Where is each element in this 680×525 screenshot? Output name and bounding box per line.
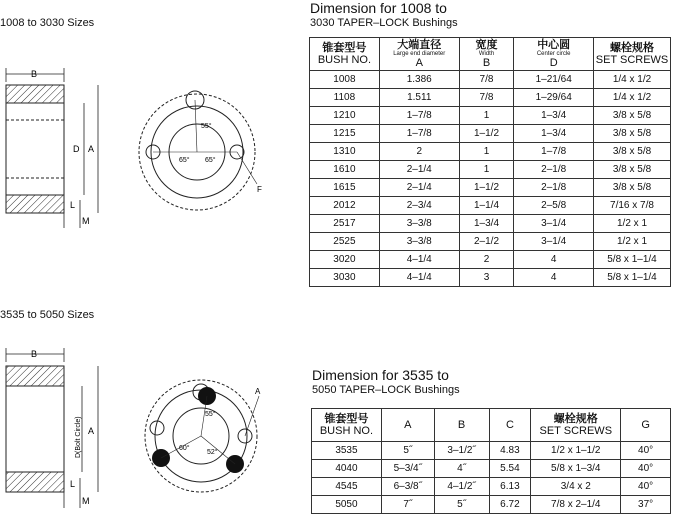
top-dim-l: L (70, 200, 76, 210)
bottom-angle-3: 52° (207, 449, 218, 456)
bottom-angle-1: 55° (205, 411, 216, 418)
table-cell: 5/8 x 1–1/4 (594, 269, 671, 287)
table-cell: 1–3/4 (514, 107, 594, 125)
table-cell: 1310 (310, 143, 380, 161)
header-c: C (489, 409, 531, 442)
table-header-row (310, 38, 671, 71)
bottom-dim-f: A (255, 387, 261, 396)
table-cell: 4–1/4 (379, 269, 459, 287)
table-row (310, 125, 671, 143)
top-dim-f: F (257, 185, 262, 194)
bottom-dimension-table (311, 408, 671, 514)
table-cell: 2517 (310, 215, 380, 233)
table-row (312, 478, 671, 496)
table-row (310, 143, 671, 161)
top-dim-b: B (31, 69, 38, 79)
header-b: B (434, 409, 489, 442)
table-cell: 3030 (310, 269, 380, 287)
table-row (310, 161, 671, 179)
table-row (310, 71, 671, 89)
table-cell: 3/8 x 5/8 (594, 179, 671, 197)
table-cell: 2525 (310, 233, 380, 251)
table-cell: 1.511 (379, 89, 459, 107)
bottom-dim-d: D(Bolt Circle) (75, 416, 82, 458)
table-row (310, 107, 671, 125)
table-row (310, 89, 671, 107)
table-cell: 3 (459, 269, 514, 287)
table-cell: 2–1/4 (379, 179, 459, 197)
top-subtitle: 3030 TAPER–LOCK Bushings (310, 17, 458, 29)
header-bush-no: 锥套型号 BUSH NO. (310, 38, 380, 71)
table-cell: 2–3/4 (379, 197, 459, 215)
header-b: 宽度 Width B (459, 38, 514, 71)
table-cell: 3–1/4 (514, 233, 594, 251)
bottom-dim-m: M (82, 496, 90, 506)
table-cell: 1–1/4 (459, 197, 514, 215)
bottom-dim-b: B (31, 349, 38, 359)
table-cell: 1215 (310, 125, 380, 143)
table-cell: 40° (621, 478, 671, 496)
table-cell: 3–1/4 (514, 215, 594, 233)
table-cell: 6–3/8˝ (381, 478, 434, 496)
table-cell: 4 (514, 251, 594, 269)
table-cell: 7/8 x 2–1/4 (531, 496, 621, 514)
table-cell: 2 (459, 251, 514, 269)
table-cell: 5˝ (434, 496, 489, 514)
table-cell: 2–5/8 (514, 197, 594, 215)
bottom-front-view-drawing (135, 370, 270, 515)
table-cell: 5050 (312, 496, 382, 514)
table-row (310, 215, 671, 233)
table-cell: 5.54 (489, 460, 531, 478)
table-cell: 3/8 x 5/8 (594, 143, 671, 161)
bottom-section-label: 3535 to 5050 Sizes (0, 309, 95, 321)
header-a: A (381, 409, 434, 442)
table-cell: 4–1/4 (379, 251, 459, 269)
top-dimension-table (309, 37, 671, 287)
header-d: 中心圆 Center circle D (514, 38, 594, 71)
table-row (312, 460, 671, 478)
table-cell: 1/2 x 1 (594, 215, 671, 233)
table-cell: 4–1/2˝ (434, 478, 489, 496)
table-cell: 3020 (310, 251, 380, 269)
table-row (310, 251, 671, 269)
table-cell: 7/16 x 7/8 (594, 197, 671, 215)
table-cell: 2–1/2 (459, 233, 514, 251)
table-cell: 7/8 (459, 89, 514, 107)
table-cell: 1/2 x 1–1/2 (531, 442, 621, 460)
table-cell: 2–1/4 (379, 161, 459, 179)
table-row (310, 233, 671, 251)
table-cell: 40° (621, 460, 671, 478)
table-cell: 1–7/8 (379, 125, 459, 143)
table-cell: 4545 (312, 478, 382, 496)
table-cell: 5/8 x 1–3/4 (531, 460, 621, 478)
top-title: Dimension for 1008 to (310, 0, 447, 16)
table-cell: 1008 (310, 71, 380, 89)
table-cell: 3/8 x 5/8 (594, 161, 671, 179)
table-cell: 1–29/64 (514, 89, 594, 107)
table-cell: 1210 (310, 107, 380, 125)
header-bush-no: 锥套型号 BUSH NO. (312, 409, 382, 442)
table-cell: 1/4 x 1/2 (594, 89, 671, 107)
header-g: G (621, 409, 671, 442)
table-cell: 2012 (310, 197, 380, 215)
top-angle-2: 65° (179, 157, 190, 164)
table-cell: 1–1/2 (459, 179, 514, 197)
table-cell: 2 (379, 143, 459, 161)
top-dim-a: A (88, 144, 95, 154)
table-cell: 4040 (312, 460, 382, 478)
table-cell: 1/2 x 1 (594, 233, 671, 251)
table-cell: 5˝ (381, 442, 434, 460)
table-cell: 1610 (310, 161, 380, 179)
table-cell: 1 (459, 143, 514, 161)
header-set-screws: 螺栓规格 SET SCREWS (594, 38, 671, 71)
bottom-side-view-drawing (0, 346, 120, 516)
table-cell: 4˝ (434, 460, 489, 478)
bottom-dim-l: L (70, 479, 76, 489)
table-cell: 1 (459, 161, 514, 179)
table-cell: 1–1/2 (459, 125, 514, 143)
table-cell: 7/8 (459, 71, 514, 89)
table-row (310, 197, 671, 215)
table-cell: 1/4 x 1/2 (594, 71, 671, 89)
table-cell: 7˝ (381, 496, 434, 514)
table-cell: 5–3/4˝ (381, 460, 434, 478)
table-cell: 1–3/4 (459, 215, 514, 233)
table-row (312, 442, 671, 460)
top-side-view-drawing (0, 60, 120, 230)
table-cell: 1–7/8 (379, 107, 459, 125)
table-row (310, 269, 671, 287)
table-cell: 1–7/8 (514, 143, 594, 161)
table-cell: 1–21/64 (514, 71, 594, 89)
table-cell: 1108 (310, 89, 380, 107)
table-cell: 3–3/8 (379, 215, 459, 233)
table-cell: 40° (621, 442, 671, 460)
table-row (312, 496, 671, 514)
table-cell: 3535 (312, 442, 382, 460)
table-cell: 3–3/8 (379, 233, 459, 251)
table-cell: 4 (514, 269, 594, 287)
header-a: 大端直径 Large end diameter A (379, 38, 459, 71)
top-dim-d: D (73, 144, 80, 154)
table-cell: 6.13 (489, 478, 531, 496)
bottom-angle-2: 60° (179, 445, 190, 452)
top-angle-3: 65° (205, 157, 216, 164)
top-front-view-drawing (125, 80, 275, 220)
table-row (310, 179, 671, 197)
table-cell: 3–1/2˝ (434, 442, 489, 460)
table-cell: 2–1/8 (514, 161, 594, 179)
table-cell: 6.72 (489, 496, 531, 514)
table-header-row (312, 409, 671, 442)
table-cell: 1615 (310, 179, 380, 197)
table-cell: 4.83 (489, 442, 531, 460)
table-cell: 1–3/4 (514, 125, 594, 143)
table-cell: 3/8 x 5/8 (594, 107, 671, 125)
table-cell: 1.386 (379, 71, 459, 89)
table-cell: 37° (621, 496, 671, 514)
table-cell: 3/8 x 5/8 (594, 125, 671, 143)
top-angle-1: 55° (201, 123, 212, 130)
table-cell: 5/8 x 1–1/4 (594, 251, 671, 269)
table-cell: 1 (459, 107, 514, 125)
table-cell: 3/4 x 2 (531, 478, 621, 496)
header-set-screws: 螺栓规格 SET SCREWS (531, 409, 621, 442)
bottom-dim-a: A (88, 426, 95, 436)
top-dim-m: M (82, 216, 90, 226)
top-section-label: 1008 to 3030 Sizes (0, 17, 95, 29)
table-cell: 2–1/8 (514, 179, 594, 197)
bottom-title: Dimension for 3535 to (312, 367, 449, 383)
bottom-subtitle: 5050 TAPER–LOCK Bushings (312, 384, 460, 396)
